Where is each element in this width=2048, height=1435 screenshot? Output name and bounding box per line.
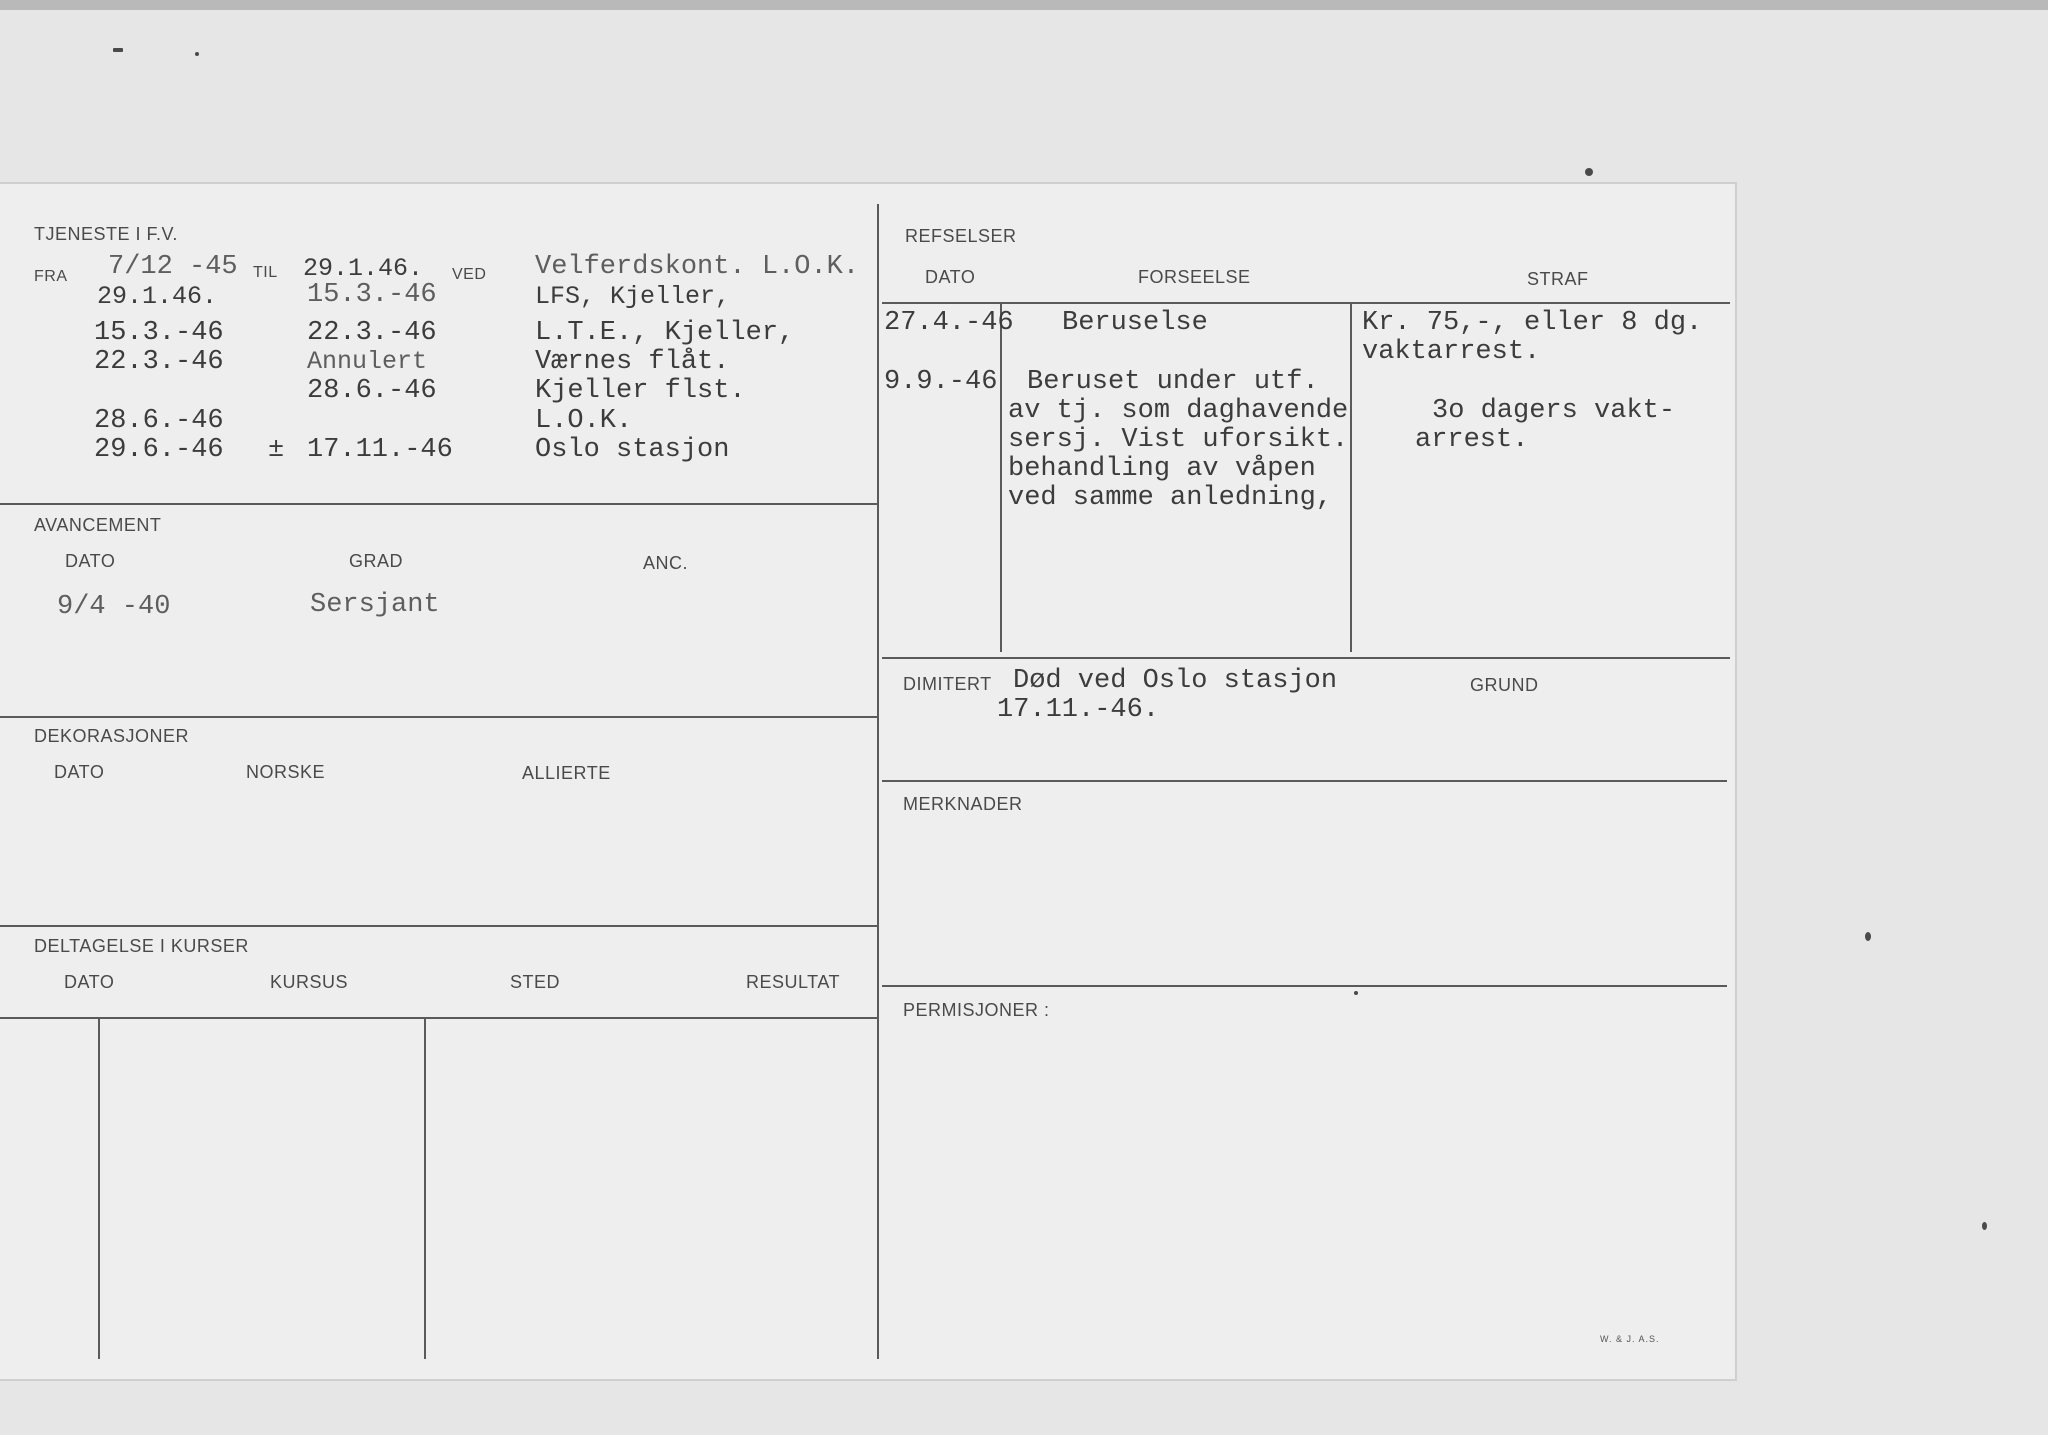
refselser-col-forseelse: FORSEELSE xyxy=(1138,267,1251,287)
scan-speck xyxy=(1585,168,1593,176)
refselse-1-dato: 9.9.-46 xyxy=(884,367,998,397)
scan-speck xyxy=(1982,1222,1987,1230)
divider-dimitert xyxy=(882,780,1727,782)
refselse-0-forseelse: Beruselse xyxy=(1062,308,1208,338)
avancement-col-anc: ANC. xyxy=(643,553,689,573)
kurser-col-dato: DATO xyxy=(64,972,115,992)
tjeneste-til-2: 22.3.-46 xyxy=(307,318,437,348)
fra-label: FRA xyxy=(34,268,68,285)
refselse-1-straf-line2: arrest. xyxy=(1415,425,1529,455)
refselse-1-forseelse-line1: Beruset under utf. xyxy=(1027,367,1319,397)
dimitert-line2: 17.11.-46. xyxy=(997,695,1160,725)
refselse-1-forseelse-line4: behandling av våpen xyxy=(1008,454,1316,484)
refselser-col-straf: STRAF xyxy=(1527,269,1589,289)
scan-speck xyxy=(113,48,123,52)
tjeneste-fra-6: 29.6.-46 xyxy=(94,435,224,465)
avancement-col-dato: DATO xyxy=(65,551,116,571)
kurser-heading: DELTAGELSE I KURSER xyxy=(34,936,249,956)
refselser-heading: REFSELSER xyxy=(905,226,1017,246)
divider-tjeneste xyxy=(0,503,877,505)
kurser-col-divider-1 xyxy=(98,1019,100,1359)
tjeneste-fra-1: 29.1.46. xyxy=(97,282,218,311)
divider-avancement xyxy=(0,716,877,718)
tjeneste-ved-1: LFS, Kjeller, xyxy=(535,282,731,311)
avancement-heading: AVANCEMENT xyxy=(34,515,162,535)
divider-kurser xyxy=(0,1017,877,1019)
avancement-col-grad: GRAD xyxy=(349,551,404,571)
kurser-col-kursus: KURSUS xyxy=(270,972,349,992)
refselse-1-forseelse-line3: sersj. Vist uforsikt. xyxy=(1008,425,1349,455)
dekorasjoner-col-norske: NORSKE xyxy=(246,762,326,782)
divider-dekorasjoner xyxy=(0,925,877,927)
dekorasjoner-heading: DEKORASJONER xyxy=(34,726,190,746)
refselser-col-divider-1 xyxy=(1000,302,1002,652)
permisjoner-label: PERMISJONER : xyxy=(903,1000,1050,1020)
refselse-0-dato: 27.4.-46 xyxy=(884,308,1014,338)
dekorasjoner-col-allierte: ALLIERTE xyxy=(522,763,611,783)
printer-mark: W. & J. A.S. xyxy=(1600,1334,1660,1344)
tjeneste-ved-5: L.O.K. xyxy=(535,406,633,436)
kurser-col-resultat: RESULTAT xyxy=(746,972,841,992)
refselse-0-straf-line1: Kr. 75,-, eller 8 dg. xyxy=(1362,308,1703,338)
scan-top-edge xyxy=(0,0,2048,10)
refselse-1-forseelse-line2: av tj. som daghavende xyxy=(1008,396,1349,426)
dimitert-label: DIMITERT xyxy=(903,674,992,694)
refselse-1-forseelse-line5: ved samme anledning, xyxy=(1008,483,1333,513)
scan-speck xyxy=(1865,932,1871,941)
refselser-header-line xyxy=(882,302,1730,304)
tjeneste-ved-3: Værnes flåt. xyxy=(535,347,730,377)
tjeneste-ved-6: Oslo stasjon xyxy=(535,435,730,465)
tjeneste-til-6: 17.11.-46 xyxy=(307,435,453,465)
avancement-grad-0: Sersjant xyxy=(310,590,440,620)
tjeneste-ved-4: Kjeller flst. xyxy=(535,376,746,406)
tjeneste-til-4: 28.6.-46 xyxy=(307,376,437,406)
refselse-1-straf-line1: 3o dagers vakt- xyxy=(1432,396,1676,426)
tjeneste-til-0: 29.1.46. xyxy=(303,254,424,283)
tjeneste-til-3: Annulert xyxy=(307,347,428,376)
tjeneste-fra-3: 22.3.-46 xyxy=(94,347,224,377)
grund-label: GRUND xyxy=(1470,675,1539,695)
scan-speck xyxy=(195,52,199,56)
dimitert-line1: Død ved Oslo stasjon xyxy=(1013,666,1338,696)
divider-refselser xyxy=(882,657,1730,659)
service-record-card xyxy=(0,182,1737,1381)
tjeneste-heading: TJENESTE I F.V. xyxy=(34,224,178,244)
scan-speck xyxy=(1354,991,1358,995)
divider-merknader xyxy=(882,985,1727,987)
kurser-col-divider-2 xyxy=(424,1019,426,1359)
tjeneste-ved-2: L.T.E., Kjeller, xyxy=(535,318,795,348)
refselser-col-divider-2 xyxy=(1350,302,1352,652)
tjeneste-ved-0: Velferdskont. L.O.K. xyxy=(535,252,860,282)
tjeneste-til-1: 15.3.-46 xyxy=(307,280,437,310)
dekorasjoner-col-dato: DATO xyxy=(54,762,105,782)
ved-label: VED xyxy=(452,266,487,283)
tjeneste-fra-5: 28.6.-46 xyxy=(94,406,224,436)
tjeneste-fra-2: 15.3.-46 xyxy=(94,318,224,348)
refselse-0-straf-line2: vaktarrest. xyxy=(1362,337,1541,367)
refselser-col-dato: DATO xyxy=(925,267,976,287)
kurser-col-sted: STED xyxy=(510,972,561,992)
dagger-mark: ± xyxy=(268,435,285,465)
center-divider xyxy=(877,204,879,1359)
til-label: TIL xyxy=(253,264,278,281)
merknader-label: MERKNADER xyxy=(903,794,1023,814)
tjeneste-fra-0: 7/12 -45 xyxy=(108,252,238,282)
avancement-dato-0: 9/4 -40 xyxy=(57,592,171,622)
